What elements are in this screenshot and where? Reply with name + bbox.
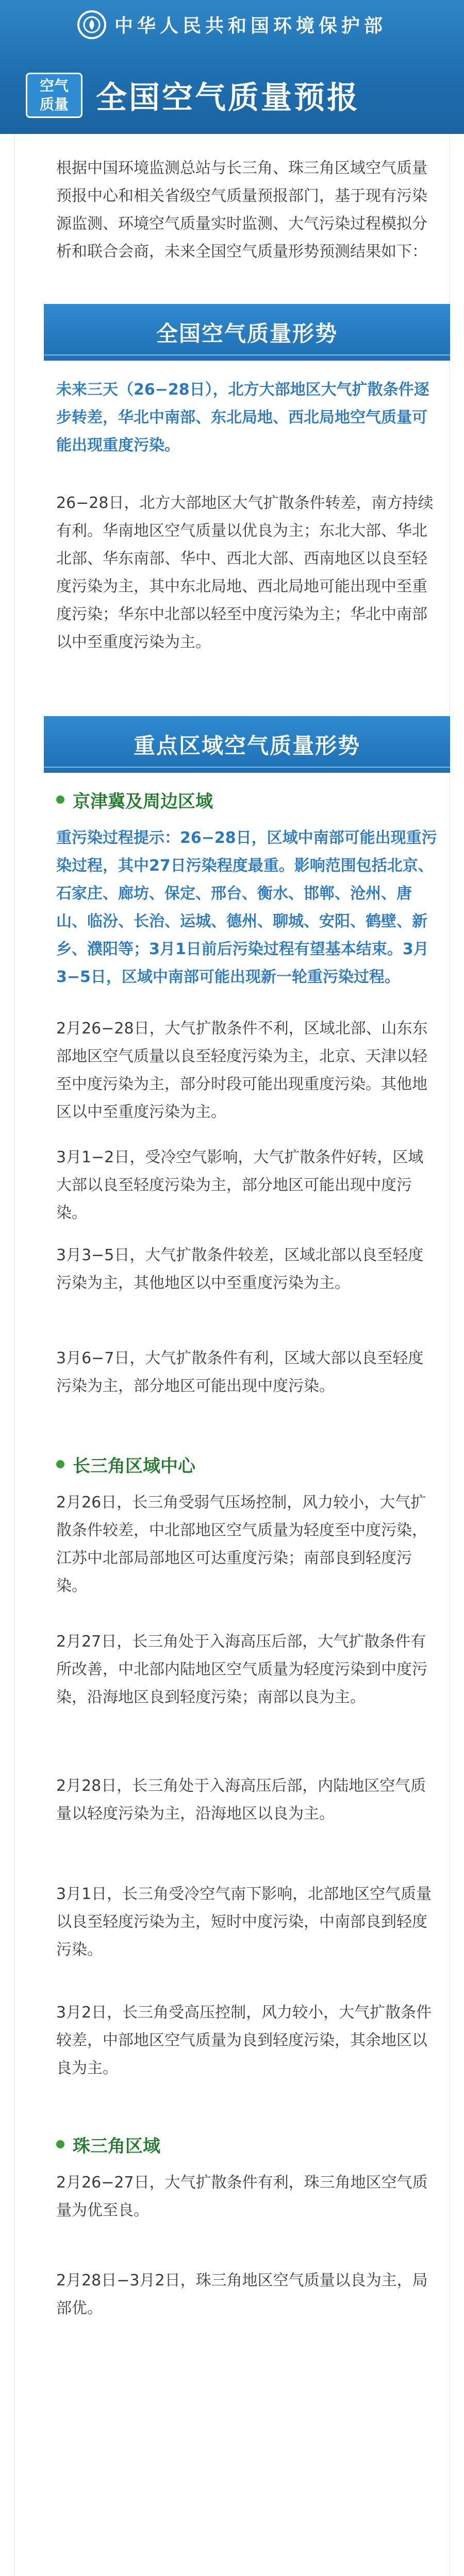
section-title-national: 全国空气质量形势 <box>156 321 338 346</box>
title-row <box>26 67 438 124</box>
jingjinji-highlight: 重污染过程提示：26−28日，区域中南部可能出现重污染过程，其中27日污染程度最重。影响范围包括北京、石家庄、廊坊、保定、邢台、衡水、邯郸、沧州、唐山、临汾、长治、运城、德州、聊城、安阳、鹤壁、新乡、濮阳等；3月1日前后污染过程有望基本结束。3月3−5日，区域中南部可能出现新一轮重污染过程。 <box>56 829 437 986</box>
region-dot-icon <box>56 2140 64 2148</box>
jingjinji-item-2: 3月1−2日，受冷空气影响，大气扩散条件好转，区域大部以良至轻度污染为主，部分地区可能出现中度污染。 <box>56 1148 424 1222</box>
air-quality-tag <box>26 73 82 118</box>
section-banner-national <box>44 304 450 361</box>
region-title-jingjinji: 京津冀及周边区域 <box>73 791 213 812</box>
region-dot-icon <box>56 795 64 804</box>
yangtze-item-2: 2月27日，长三角处于入海高压后部，大气扩散条件有所改善，中北部内陆地区空气质量为轻度污染到中度污染，沿海地区良到轻度污染；南部以良为主。 <box>56 1633 427 1706</box>
banner-underline <box>44 354 450 355</box>
pearl-item-2: 2月28日−3月2日，珠三角地区空气质量以良为主，局部优。 <box>56 2272 428 2317</box>
region-dot-icon <box>56 1460 64 1468</box>
page-header <box>0 0 464 134</box>
jingjinji-item-4: 3月6−7日，大气扩散条件有利，区域大部以良至轻度污染为主，部分地区可能出现中度污染。 <box>56 1349 424 1395</box>
emblem-graphic <box>82 15 101 34</box>
jingjinji-item-3: 3月3−5日，大气扩散条件较差，区域北部以良至轻度污染为主，其他地区以中至重度污染为主。 <box>56 1246 424 1292</box>
yangtze-item-3: 2月28日，长三角处于入海高压后部，内陆地区空气质量以轻度污染为主，沿海地区以良为主。 <box>56 1777 426 1823</box>
ministry-name: 中华人民共和国环境保护部 <box>114 15 387 37</box>
section-title-key-regions: 重点区域空气质量形势 <box>133 733 360 758</box>
region-header-yangtze <box>56 1453 438 1476</box>
yangtze-item-4: 3月1日，长三角受冷空气南下影响，北部地区空气质量以良至轻度污染为主，短时中度污染，中南部良到轻度污染。 <box>56 1885 432 1959</box>
region-title-yangtze: 长三角区域中心 <box>73 1455 195 1477</box>
jingjinji-item-1: 2月26−28日，大气扩散条件不利，区域北部、山东东部地区空气质量以良至轻度污染为主，北京、天津以轻至中度污染为主，部分时段可能出现重度污染。其他地区以中至重度污染为主。 <box>56 1020 428 1121</box>
national-detail: 26−28日，北方大部地区大气扩散条件转差，南方持续有利。华南地区空气质量以优良为主；东北大部、华北北部、华东南部、华中、西北大部、西南地区以良至轻度污染为主，其中东北局地、西北局地可能出现中至重度污染；华东中北部以轻至中度污染为主；华北中南部以中至重度污染为主。 <box>56 494 434 651</box>
ministry-bar <box>0 0 464 49</box>
tag-line-1: 空气 <box>39 77 69 94</box>
region-title-pearl: 珠三角区域 <box>73 2136 160 2157</box>
tag-line-2: 质量 <box>39 96 69 113</box>
intro-paragraph: 根据中国环境监测总站与长三角、珠三角区域空气质量预报中心和相关省级空气质量预报部门，基于现有污染源监测、环境空气质量实时监测、大气污染过程模拟分析和联合会商，未来全国空气质量形势预测结果如下： <box>56 159 427 261</box>
region-header-jingjinji <box>56 788 438 811</box>
section-banner-key-regions <box>44 716 450 773</box>
yangtze-item-5: 3月2日，长三角受高压控制，风力较小，大气扩散条件较差，中部地区空气质量为良到轻度污染，其余地区以良为主。 <box>56 2004 432 2077</box>
page-title: 全国空气质量预报 <box>96 80 360 116</box>
content-panel <box>14 134 450 2576</box>
pearl-item-1: 2月26−27日，大气扩散条件有利，珠三角地区空气质量为优至良。 <box>56 2174 428 2219</box>
national-highlight: 未来三天（26−28日），北方大部地区大气扩散条件逐步转差，华北中南部、东北局地、西北局地空气质量可能出现重度污染。 <box>56 381 429 454</box>
emblem-icon <box>77 10 106 39</box>
yangtze-item-1: 2月26日，长三角受弱气压场控制，风力较小，大气扩散条件较差，中北部地区空气质量为轻度至中度污染，江苏中北部局部地区可达重度污染；南部良到轻度污染。 <box>56 1494 427 1595</box>
region-header-pearl <box>56 2133 438 2156</box>
banner-underline <box>44 767 450 768</box>
